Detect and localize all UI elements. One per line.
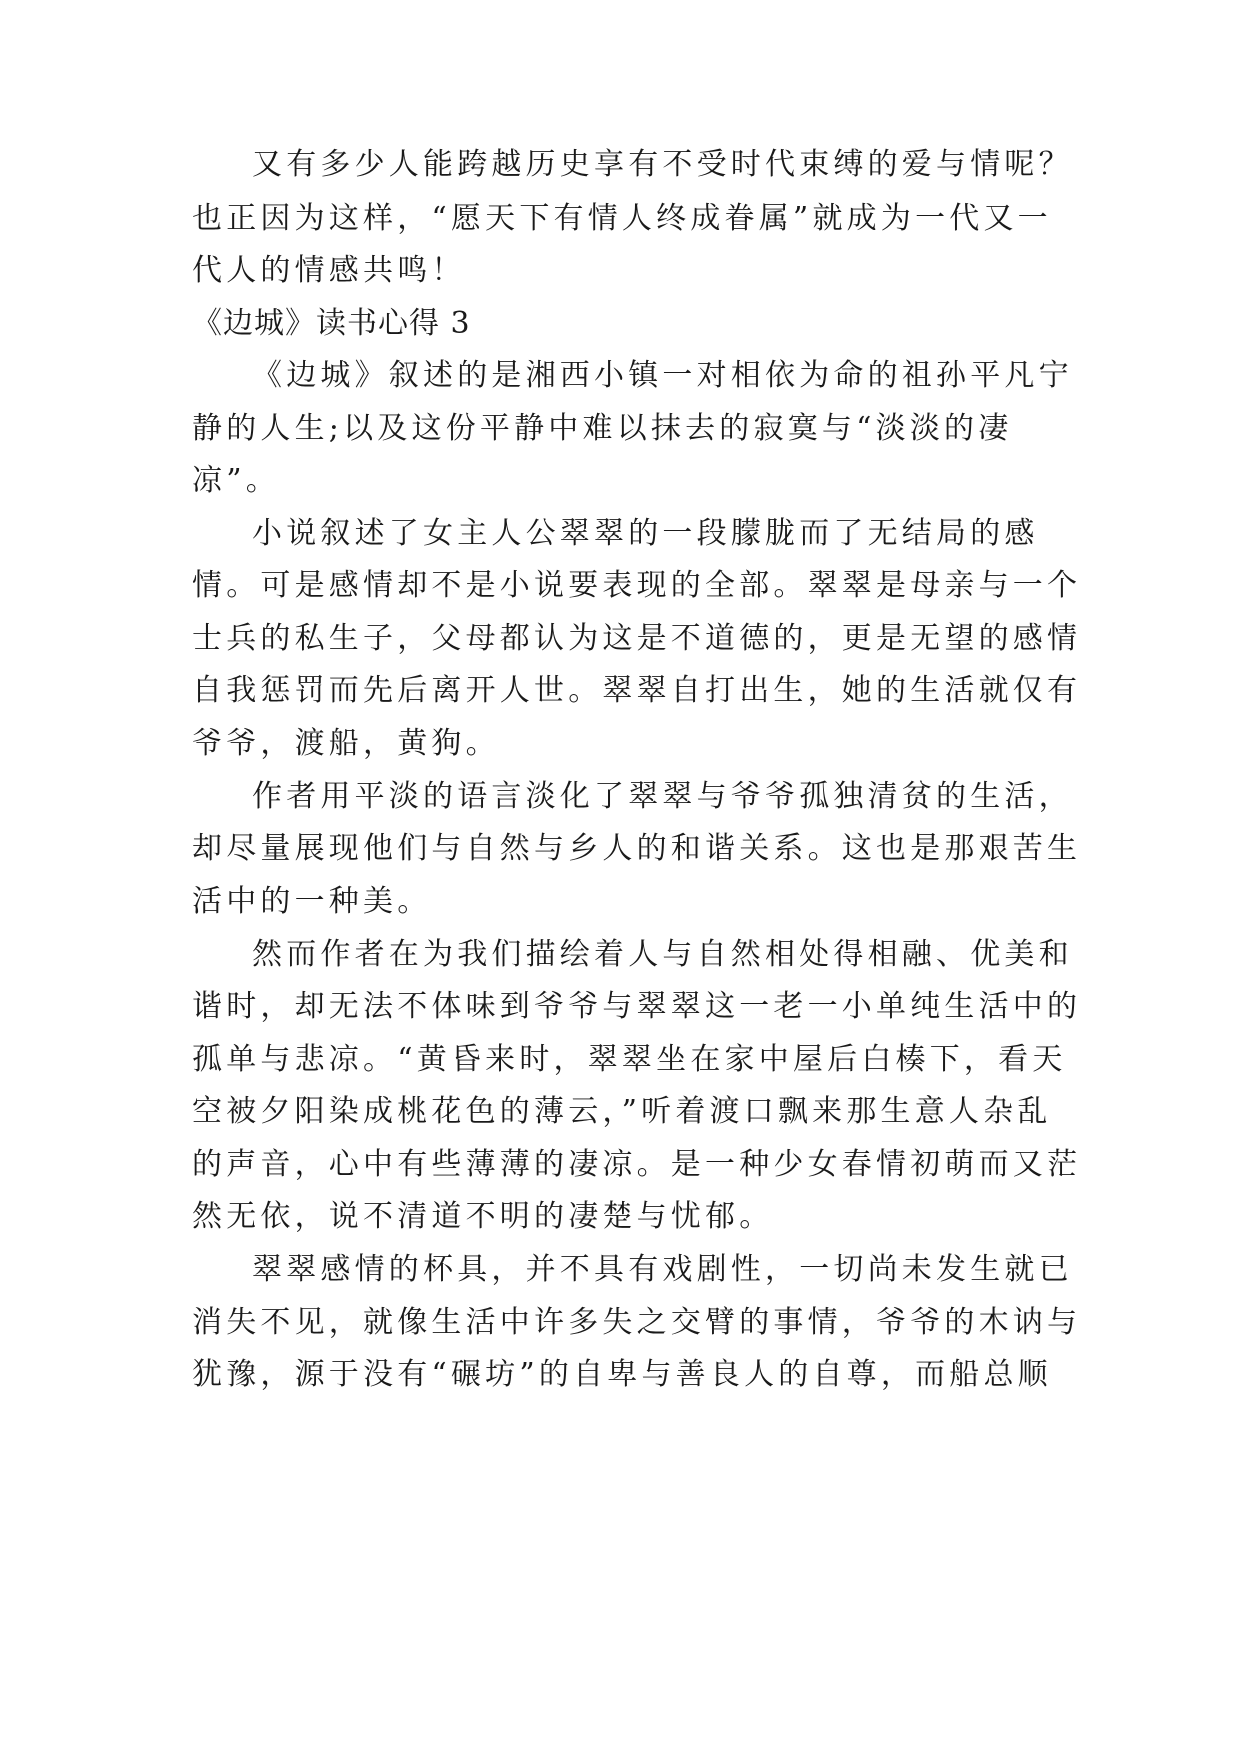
text-line: 孤单与悲凉。“黄昏来时，翠翠坐在家中屋后白楱下，看天 <box>192 1042 1067 1077</box>
text-line: 空被夕阳染成桃花色的薄云，”听着渡口飘来那生意人杂乱 <box>192 1094 1052 1129</box>
text-line: 又有多少人能跨越历史享有不受时代束缚的爱与情呢？ <box>252 147 1073 182</box>
text-line: 情。可是感情却不是小说要表现的全部。翠翠是母亲与一个 <box>192 568 1082 603</box>
text-line: 也正因为这样，“愿天下有情人终成眷属”就成为一代又一 <box>192 201 1052 236</box>
text-line: 作者用平淡的语言淡化了翠翠与爷爷孤独清贫的生活， <box>252 779 1073 814</box>
text-line: 《边城》叙述的是湘西小镇一对相依为命的祖孙平凡宁 <box>252 358 1073 393</box>
text-line: 消失不见，就像生活中许多失之交臂的事情，爷爷的木讷与 <box>192 1305 1082 1340</box>
text-line: 凉”。 <box>192 463 280 498</box>
text-line: 活中的一种美。 <box>192 884 432 919</box>
text-line: 然无依，说不清道不明的凄楚与忧郁。 <box>192 1199 774 1234</box>
text-line: 的声音，心中有些薄薄的凄凉。是一种少女春情初萌而又茫 <box>192 1147 1082 1182</box>
text-line: 爷爷，渡船，黄狗。 <box>192 726 500 761</box>
text-line: 静的人生;以及这份平静中难以抹去的寂寞与“淡淡的凄 <box>192 411 1013 446</box>
text-line: 犹豫，源于没有“碾坊”的自卑与善良人的自尊，而船总顺 <box>192 1357 1052 1392</box>
text-line: 小说叙述了女主人公翠翠的一段朦胧而了无结局的感 <box>252 516 1039 551</box>
text-line: 自我惩罚而先后离开人世。翠翠自打出生，她的生活就仅有 <box>192 673 1082 708</box>
text-line: 代人的情感共鸣！ <box>192 253 466 288</box>
text-line: 却尽量展现他们与自然与乡人的和谐关系。这也是那艰苦生 <box>192 831 1082 866</box>
section-heading: 《边城》读书心得 3 <box>192 306 471 341</box>
text-line: 然而作者在为我们描绘着人与自然相处得相融、优美和 <box>252 937 1073 972</box>
text-line: 翠翠感情的杯具，并不具有戏剧性，一切尚未发生就已 <box>252 1252 1073 1287</box>
text-line: 士兵的私生子，父母都认为这是不道德的，更是无望的感情 <box>192 621 1082 656</box>
text-line: 谐时，却无法不体味到爷爷与翠翠这一老一小单纯生活中的 <box>192 989 1082 1024</box>
